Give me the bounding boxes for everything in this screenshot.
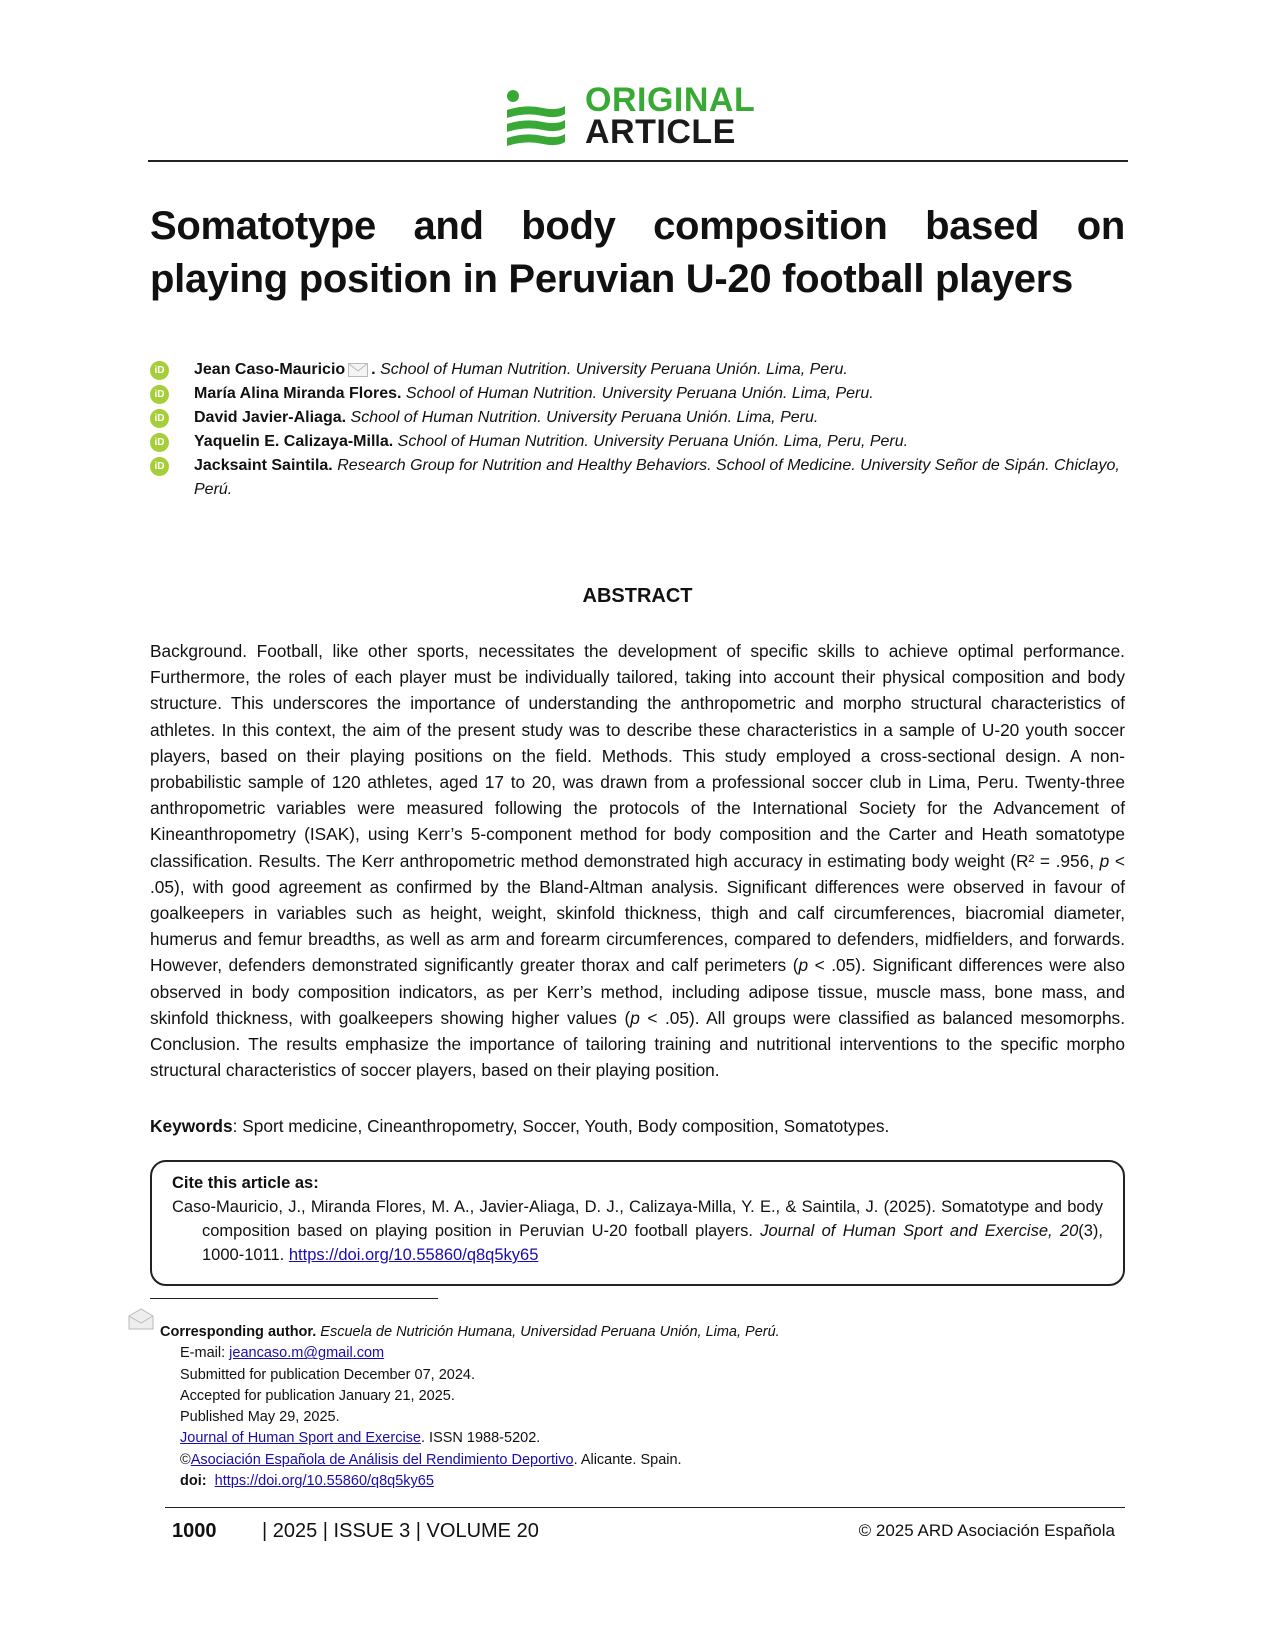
keywords-list: : Sport medicine, Cineanthropometry, Soccer, Youth, Body composition, Somatotypes. — [232, 1116, 890, 1136]
location-text: . Alicante. Spain. — [573, 1451, 682, 1468]
page-number: 1000 — [172, 1520, 217, 1542]
author-affiliation: School of Human Nutrition. University Peruana Unión. Lima, Peru. — [405, 385, 874, 402]
correspondence-block — [150, 1322, 950, 1492]
logo-line-2: ARTICLE — [585, 113, 736, 151]
logo-stripes-icon — [505, 88, 567, 148]
footer-copyright: © 2025 ARD Asociación Española — [858, 1521, 1115, 1540]
abstract-text-part: < .05), with good agreement as confirmed by the Bland-Altman analysis. Significant differences were observed in favour of goalkeepers in variables such as height, weight, skinfold thickness, thigh and calf circumferences, biacromial diameter, humerus and femur breadths, as well as arm and forearm circumferences, compared to defenders, midfielders, and forwards. However, defenders demonstrated significantly greater thorax and calf perimeters ( — [150, 850, 1125, 976]
p-symbol: p — [1099, 850, 1110, 871]
email-label: E-mail: — [180, 1345, 230, 1362]
journal-line — [150, 1428, 950, 1449]
issn-text: . ISSN 1988-5202. — [421, 1430, 541, 1447]
author-name: Yaquelin E. Calizaya-Milla. — [194, 433, 394, 450]
journal-logo — [505, 81, 785, 154]
header-rule — [148, 160, 1128, 162]
orcid-icon[interactable]: iD — [150, 409, 169, 428]
p-symbol: p — [798, 955, 809, 976]
doi-line — [150, 1471, 950, 1492]
doi-link[interactable]: https://doi.org/10.55860/q8q5ky65 — [214, 1473, 434, 1490]
logo-line-1: ORIGINAL — [585, 81, 756, 119]
envelope-icon — [128, 1308, 154, 1330]
journal-link[interactable]: Journal of Human Sport and Exercise — [180, 1430, 421, 1447]
abstract-heading: ABSTRACT — [582, 585, 693, 607]
author-item — [150, 430, 1125, 454]
accepted-date: Accepted for publication January 21, 2025. — [180, 1387, 455, 1404]
author-affiliation: Research Group for Nutrition and Healthy Behaviors. School of Medicine. University Señor de Sipán. Chiclayo, Perú. — [194, 457, 1120, 498]
citation-authors-title: Caso-Mauricio, J., Miranda Flores, M. A., Javier-Aliaga, D. J., Calizaya-Milla, Y. E., & Saintila, J. (2025). Somatotype and body composition based on playing position in Peruvian U-20 football players. — [172, 1198, 1103, 1240]
citation-box — [150, 1160, 1125, 1286]
citation-issue: (3), 1000-1011. — [202, 1222, 1104, 1264]
abstract-text-part: Background. Football, like other sports, necessitates the development of specific skills to achieve optimal performance. Furthermore, the roles of each player must be individually tailored, taking into account their physical composition and body structure. This underscores the importance of understanding the anthropometric and morpho structural characteristics of athletes. In this context, the aim of the present study was to describe these characteristics in a sample of U-20 youth soccer players, based on their playing positions on the field. Methods. This study employed a cross-sectional design. A non-probabilistic sample of 120 athletes, aged 17 to 20, was drawn from a professional soccer club in Lima, Peru. Twenty-three anthropometric variables were measured following the protocols of the International Society for the Advancement of Kineanthropometry (ISAK), using Kerr’s 5-component method for body composition and the Carter and Heath somatotype classification. Results. The Kerr anthropometric method demonstrated high accuracy in estimating body weight (R² = .956, — [150, 641, 1125, 871]
author-item — [150, 382, 1125, 406]
author-item — [150, 358, 1125, 382]
footer-rule — [165, 1507, 1125, 1508]
abstract-text — [150, 638, 1125, 1083]
citation-text — [172, 1195, 1103, 1267]
issue-info: | 2025 | ISSUE 3 | VOLUME 20 — [262, 1520, 539, 1542]
corresponding-address: Escuela de Nutrición Humana, Universidad Peruana Unión, Lima, Perú. — [316, 1324, 780, 1340]
author-name: María Alina Miranda Flores. — [194, 385, 402, 402]
logo-text — [585, 81, 756, 151]
author-affiliation: School of Human Nutrition. University Peruana Unión. Lima, Peru. — [350, 409, 819, 426]
corresponding-label: Corresponding author. — [160, 1324, 317, 1340]
author-item — [150, 406, 1125, 430]
author-name: Jacksaint Saintila. — [194, 457, 333, 474]
corresponding-author — [150, 1322, 950, 1343]
copyright-line — [150, 1450, 950, 1471]
author-name-suffix: . — [371, 361, 376, 378]
orcid-icon[interactable]: iD — [150, 457, 169, 476]
author-name: Jean Caso-Mauricio — [194, 361, 346, 378]
envelope-icon[interactable] — [348, 363, 368, 377]
orcid-icon[interactable]: iD — [150, 433, 169, 452]
citation-journal: Journal of Human Sport and Exercise, 20 — [760, 1222, 1079, 1240]
author-name: David Javier-Aliaga. — [194, 409, 347, 426]
copyright-symbol: © — [180, 1451, 191, 1468]
author-item — [150, 454, 1125, 502]
doi-label: doi: — [180, 1473, 207, 1490]
author-affiliation: School of Human Nutrition. University Peruana Unión. Lima, Peru. — [380, 361, 848, 378]
orcid-icon[interactable]: iD — [150, 385, 169, 404]
author-affiliation: School of Human Nutrition. University Peruana Unión. Lima, Peru, Peru. — [397, 433, 909, 450]
keywords-label: Keywords — [150, 1116, 233, 1136]
citation-label: Cite this article as: — [172, 1174, 319, 1192]
footnote-rule — [150, 1298, 438, 1299]
orcid-icon[interactable]: iD — [150, 361, 169, 380]
abstract-text-part: < .05). Significant differences were also observed in body composition indicators, as per Kerr’s method, including adipose tissue, muscle mass, bone mass, and skinfold thickness, with goalkeepers showing higher values ( — [150, 955, 1125, 1028]
published-date: Published May 29, 2025. — [180, 1409, 340, 1426]
keywords — [150, 1113, 1125, 1139]
submitted-date: Submitted for publication December 07, 2024. — [180, 1366, 476, 1383]
citation-doi-link[interactable]: https://doi.org/10.55860/q8q5ky65 — [288, 1246, 539, 1264]
email-line — [150, 1343, 950, 1364]
abstract-text-part: < .05). All groups were classified as balanced mesomorphs. Conclusion. The results emphasize the importance of tailoring training and nutritional interventions to the specific morpho structural characteristics of soccer players, based on their playing position. — [150, 1007, 1125, 1081]
author-list — [150, 358, 1125, 502]
article-title: Somatotype and body composition based on playing position in Peruvian U-20 football players — [150, 204, 1125, 301]
email-link[interactable]: jeancaso.m@gmail.com — [229, 1345, 385, 1362]
association-link[interactable]: Asociación Española de Análisis del Rendimiento Deportivo — [190, 1451, 574, 1468]
p-symbol: p — [630, 1007, 640, 1028]
